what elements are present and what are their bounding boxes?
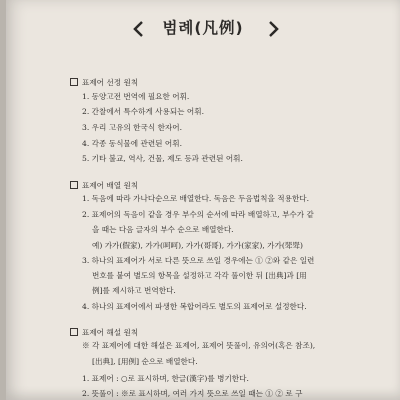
book-page xyxy=(6,0,400,400)
list-item: 3. 우리 고유의 한국식 한자어. xyxy=(82,123,183,132)
list-item: 5. 기타 불교, 역사, 건물, 제도 등과 관련된 어휘. xyxy=(82,154,243,163)
title-row xyxy=(6,14,400,42)
square-bullet-icon xyxy=(70,328,78,336)
list-item: 3. 하나의 표제어가 서로 다른 뜻으로 쓰일 경우에는 ① ②와 같은 일련 xyxy=(82,256,315,265)
list-item: 4. 하나의 표제어에서 파생한 복합어라도 별도의 표제어로 설정한다. xyxy=(82,302,307,311)
list-item: 번호를 붙여 별도의 항목을 설정하고 각각 풀이한 뒤 [出典]과 [用 xyxy=(92,271,307,280)
section-heading-text: 표제어 배열 원칙 xyxy=(82,181,139,190)
list-item: 1. 동양고전 번역에 필요한 어휘. xyxy=(82,92,190,101)
list-item: 4. 각종 동식물에 관련된 어휘. xyxy=(82,139,183,148)
square-bullet-icon xyxy=(70,181,78,189)
list-item: 例]를 제시하고 번역한다. xyxy=(92,286,176,295)
list-item: 2. 간찰에서 특수하게 사용되는 어휘. xyxy=(82,107,205,116)
section-heading-explanation xyxy=(70,327,138,338)
list-item: ※ 각 표제어에 대한 해설은 표제어, 표제어 뜻풀이, 유의어(혹은 참조), xyxy=(82,341,316,350)
page-title: 범례(凡例) xyxy=(162,19,244,37)
list-item: 을 때는 다음 글자의 부수 순으로 배열한다. xyxy=(92,225,234,234)
list-item: 1. 표제어 : ○로 표시하며, 한글(漢字)를 병기한다. xyxy=(82,374,249,383)
list-item: 2. 표제어의 독음이 같을 경우 부수의 순서에 따라 배열하고, 부수가 같 xyxy=(82,210,314,219)
list-item: 예) 가가(假家), 가가(呵呵), 가가(哥哥), 가가(家家), 가가(斝斝) xyxy=(92,241,303,250)
list-item: 1. 독음에 따라 가나다순으로 배열한다. 독음은 두음법칙을 적용한다. xyxy=(82,194,310,203)
section-heading-text: 표제어 해설 원칙 xyxy=(82,328,139,337)
square-bullet-icon xyxy=(70,78,78,86)
section-heading-selection xyxy=(70,77,138,88)
list-item: 2. 뜻풀이 : ※로 표시하며, 여러 가지 뜻으로 쓰일 때는 ① ② 로 구 xyxy=(82,389,303,398)
list-item: [出典], [用例] 순으로 배열한다. xyxy=(92,357,198,366)
section-heading-arrangement xyxy=(70,180,138,191)
section-heading-text: 표제어 선정 원칙 xyxy=(82,78,139,87)
